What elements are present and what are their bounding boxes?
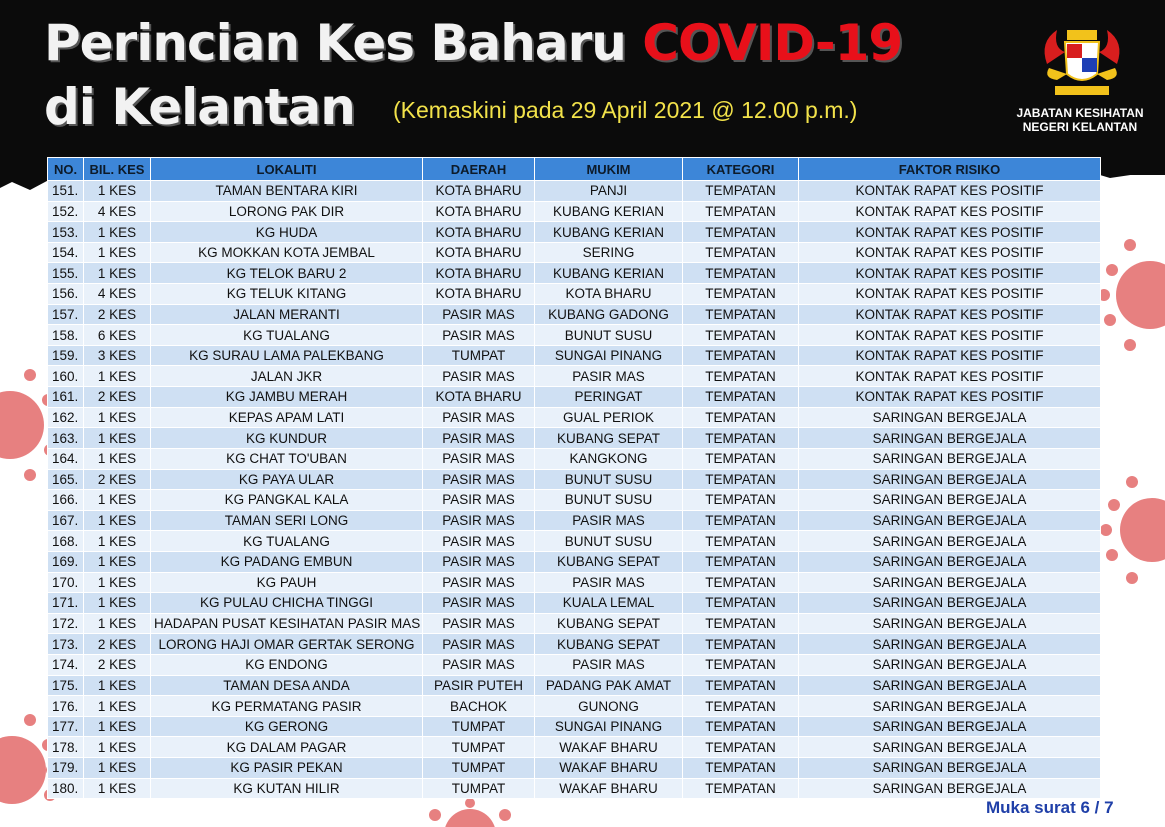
risk-factor-cell: KONTAK RAPAT KES POSITIF	[799, 284, 1101, 305]
locality-cell: LORONG PAK DIR	[151, 201, 423, 222]
locality-cell: KG GERONG	[151, 716, 423, 737]
case-count-cell: 4 KES	[84, 284, 151, 305]
mukim-cell: WAKAF BHARU	[535, 758, 683, 779]
mukim-cell: KUBANG SEPAT	[535, 551, 683, 572]
row-number-cell: 172.	[48, 613, 84, 634]
row-number-cell: 160.	[48, 366, 84, 387]
locality-cell: KG PAUH	[151, 572, 423, 593]
risk-factor-cell: SARINGAN BERGEJALA	[799, 613, 1101, 634]
page-number: Muka surat 6 / 7	[986, 798, 1114, 817]
district-cell: TUMPAT	[423, 345, 535, 366]
virus-icon	[415, 795, 525, 827]
page-title: Perincian Kes Baharu COVID-19	[44, 14, 903, 72]
category-cell: TEMPATAN	[683, 634, 799, 655]
table-row	[48, 634, 1101, 655]
table-row	[48, 737, 1101, 758]
row-number-cell: 179.	[48, 758, 84, 779]
risk-factor-cell: SARINGAN BERGEJALA	[799, 716, 1101, 737]
category-cell: TEMPATAN	[683, 222, 799, 243]
locality-cell: KG JAMBU MERAH	[151, 387, 423, 408]
case-count-cell: 1 KES	[84, 551, 151, 572]
case-count-cell: 2 KES	[84, 634, 151, 655]
risk-factor-cell: KONTAK RAPAT KES POSITIF	[799, 366, 1101, 387]
locality-cell: KG TUALANG	[151, 325, 423, 346]
district-cell: PASIR MAS	[423, 655, 535, 676]
category-cell: TEMPATAN	[683, 201, 799, 222]
district-cell: TUMPAT	[423, 716, 535, 737]
row-number-cell: 173.	[48, 634, 84, 655]
case-count-cell: 2 KES	[84, 304, 151, 325]
table-row	[48, 551, 1101, 572]
mukim-cell: GUAL PERIOK	[535, 407, 683, 428]
row-number-cell: 177.	[48, 716, 84, 737]
row-number-cell: 152.	[48, 201, 84, 222]
table-row	[48, 284, 1101, 305]
category-cell: TEMPATAN	[683, 407, 799, 428]
district-cell: TUMPAT	[423, 758, 535, 779]
case-count-cell: 1 KES	[84, 407, 151, 428]
district-cell: PASIR MAS	[423, 469, 535, 490]
column-header: KATEGORI	[683, 158, 799, 181]
table-row	[48, 201, 1101, 222]
district-cell: PASIR MAS	[423, 428, 535, 449]
table-row	[48, 593, 1101, 614]
case-count-cell: 4 KES	[84, 201, 151, 222]
mukim-cell: KOTA BHARU	[535, 284, 683, 305]
category-cell: TEMPATAN	[683, 490, 799, 511]
case-count-cell: 1 KES	[84, 531, 151, 552]
mukim-cell: BUNUT SUSU	[535, 325, 683, 346]
row-number-cell: 175.	[48, 675, 84, 696]
district-cell: TUMPAT	[423, 737, 535, 758]
locality-cell: KG PASIR PEKAN	[151, 758, 423, 779]
case-count-cell: 1 KES	[84, 572, 151, 593]
update-timestamp: (Kemaskini pada 29 April 2021 @ 12.00 p.m.)	[393, 97, 858, 123]
row-number-cell: 154.	[48, 242, 84, 263]
district-cell: KOTA BHARU	[423, 181, 535, 202]
risk-factor-cell: KONTAK RAPAT KES POSITIF	[799, 387, 1101, 408]
row-number-cell: 153.	[48, 222, 84, 243]
table-row	[48, 366, 1101, 387]
mukim-cell: KUBANG GADONG	[535, 304, 683, 325]
case-count-cell: 6 KES	[84, 325, 151, 346]
category-cell: TEMPATAN	[683, 655, 799, 676]
table-row	[48, 304, 1101, 325]
table-row	[48, 696, 1101, 717]
table-row	[48, 181, 1101, 202]
row-number-cell: 156.	[48, 284, 84, 305]
table-row	[48, 325, 1101, 346]
case-count-cell: 1 KES	[84, 758, 151, 779]
category-cell: TEMPATAN	[683, 345, 799, 366]
category-cell: TEMPATAN	[683, 387, 799, 408]
table-row	[48, 387, 1101, 408]
table-row	[48, 572, 1101, 593]
locality-cell: KG TUALANG	[151, 531, 423, 552]
row-number-cell: 155.	[48, 263, 84, 284]
table-row	[48, 716, 1101, 737]
category-cell: TEMPATAN	[683, 366, 799, 387]
table-row	[48, 407, 1101, 428]
locality-cell: HADAPAN PUSAT KESIHATAN PASIR MAS	[151, 613, 423, 634]
district-cell: PASIR MAS	[423, 510, 535, 531]
case-count-cell: 1 KES	[84, 778, 151, 799]
district-cell: PASIR MAS	[423, 490, 535, 511]
locality-cell: KG TELUK KITANG	[151, 284, 423, 305]
risk-factor-cell: SARINGAN BERGEJALA	[799, 531, 1101, 552]
row-number-cell: 168.	[48, 531, 84, 552]
risk-factor-cell: SARINGAN BERGEJALA	[799, 510, 1101, 531]
table-row	[48, 613, 1101, 634]
case-count-cell: 1 KES	[84, 490, 151, 511]
district-cell: PASIR MAS	[423, 613, 535, 634]
table-row	[48, 428, 1101, 449]
risk-factor-cell: SARINGAN BERGEJALA	[799, 428, 1101, 449]
category-cell: TEMPATAN	[683, 325, 799, 346]
locality-cell: TAMAN BENTARA KIRI	[151, 181, 423, 202]
title-highlight: COVID-19	[642, 14, 903, 72]
mukim-cell: BUNUT SUSU	[535, 490, 683, 511]
district-cell: KOTA BHARU	[423, 222, 535, 243]
case-count-cell: 1 KES	[84, 696, 151, 717]
row-number-cell: 159.	[48, 345, 84, 366]
mukim-cell: PANJI	[535, 181, 683, 202]
locality-cell: KG PULAU CHICHA TINGGI	[151, 593, 423, 614]
mukim-cell: PASIR MAS	[535, 572, 683, 593]
category-cell: TEMPATAN	[683, 613, 799, 634]
district-cell: PASIR MAS	[423, 551, 535, 572]
row-number-cell: 161.	[48, 387, 84, 408]
table-row	[48, 778, 1101, 799]
case-count-cell: 1 KES	[84, 366, 151, 387]
mukim-cell: KUBANG KERIAN	[535, 263, 683, 284]
column-header: BIL. KES	[84, 158, 151, 181]
risk-factor-cell: SARINGAN BERGEJALA	[799, 469, 1101, 490]
risk-factor-cell: KONTAK RAPAT KES POSITIF	[799, 201, 1101, 222]
category-cell: TEMPATAN	[683, 696, 799, 717]
locality-cell: KEPAS APAM LATI	[151, 407, 423, 428]
category-cell: TEMPATAN	[683, 242, 799, 263]
locality-cell: JALAN MERANTI	[151, 304, 423, 325]
table-row	[48, 448, 1101, 469]
virus-icon	[1090, 230, 1165, 360]
table-row	[48, 675, 1101, 696]
locality-cell: KG KUTAN HILIR	[151, 778, 423, 799]
case-count-cell: 1 KES	[84, 716, 151, 737]
risk-factor-cell: SARINGAN BERGEJALA	[799, 737, 1101, 758]
column-header: DAERAH	[423, 158, 535, 181]
case-count-cell: 2 KES	[84, 655, 151, 676]
risk-factor-cell: SARINGAN BERGEJALA	[799, 593, 1101, 614]
row-number-cell: 158.	[48, 325, 84, 346]
mukim-cell: PERINGAT	[535, 387, 683, 408]
mukim-cell: KUBANG SEPAT	[535, 634, 683, 655]
case-count-cell: 1 KES	[84, 181, 151, 202]
row-number-cell: 164.	[48, 448, 84, 469]
row-number-cell: 178.	[48, 737, 84, 758]
category-cell: TEMPATAN	[683, 304, 799, 325]
column-header: FAKTOR RISIKO	[799, 158, 1101, 181]
mukim-cell: BUNUT SUSU	[535, 469, 683, 490]
row-number-cell: 170.	[48, 572, 84, 593]
case-count-cell: 3 KES	[84, 345, 151, 366]
case-count-cell: 1 KES	[84, 510, 151, 531]
district-cell: PASIR MAS	[423, 572, 535, 593]
mukim-cell: PASIR MAS	[535, 655, 683, 676]
row-number-cell: 180.	[48, 778, 84, 799]
district-cell: PASIR MAS	[423, 448, 535, 469]
district-cell: PASIR MAS	[423, 593, 535, 614]
virus-icon	[1090, 470, 1165, 590]
category-cell: TEMPATAN	[683, 716, 799, 737]
row-number-cell: 169.	[48, 551, 84, 572]
case-count-cell: 1 KES	[84, 448, 151, 469]
mukim-cell: KUALA LEMAL	[535, 593, 683, 614]
category-cell: TEMPATAN	[683, 263, 799, 284]
locality-cell: TAMAN SERI LONG	[151, 510, 423, 531]
table-row	[48, 469, 1101, 490]
category-cell: TEMPATAN	[683, 510, 799, 531]
mukim-cell: WAKAF BHARU	[535, 737, 683, 758]
locality-cell: KG PAYA ULAR	[151, 469, 423, 490]
district-cell: PASIR MAS	[423, 531, 535, 552]
category-cell: TEMPATAN	[683, 469, 799, 490]
mukim-cell: KUBANG SEPAT	[535, 428, 683, 449]
district-cell: TUMPAT	[423, 778, 535, 799]
row-number-cell: 151.	[48, 181, 84, 202]
case-table	[47, 157, 1101, 799]
case-count-cell: 1 KES	[84, 242, 151, 263]
district-cell: PASIR MAS	[423, 366, 535, 387]
category-cell: TEMPATAN	[683, 428, 799, 449]
mukim-cell: KUBANG SEPAT	[535, 613, 683, 634]
category-cell: TEMPATAN	[683, 181, 799, 202]
category-cell: TEMPATAN	[683, 448, 799, 469]
case-count-cell: 2 KES	[84, 387, 151, 408]
mukim-cell: PASIR MAS	[535, 366, 683, 387]
table-row	[48, 263, 1101, 284]
risk-factor-cell: KONTAK RAPAT KES POSITIF	[799, 325, 1101, 346]
category-cell: TEMPATAN	[683, 758, 799, 779]
table-row	[48, 490, 1101, 511]
case-count-cell: 2 KES	[84, 469, 151, 490]
category-cell: TEMPATAN	[683, 531, 799, 552]
category-cell: TEMPATAN	[683, 551, 799, 572]
mukim-cell: KUBANG KERIAN	[535, 201, 683, 222]
risk-factor-cell: KONTAK RAPAT KES POSITIF	[799, 242, 1101, 263]
row-number-cell: 166.	[48, 490, 84, 511]
risk-factor-cell: SARINGAN BERGEJALA	[799, 551, 1101, 572]
category-cell: TEMPATAN	[683, 778, 799, 799]
row-number-cell: 162.	[48, 407, 84, 428]
department-name: JABATAN KESIHATAN NEGERI KELANTAN	[1016, 106, 1144, 134]
risk-factor-cell: SARINGAN BERGEJALA	[799, 407, 1101, 428]
district-cell: BACHOK	[423, 696, 535, 717]
table-row	[48, 758, 1101, 779]
case-count-cell: 1 KES	[84, 428, 151, 449]
locality-cell: KG ENDONG	[151, 655, 423, 676]
risk-factor-cell: KONTAK RAPAT KES POSITIF	[799, 181, 1101, 202]
district-cell: KOTA BHARU	[423, 387, 535, 408]
table-row	[48, 345, 1101, 366]
district-cell: PASIR MAS	[423, 634, 535, 655]
locality-cell: KG PERMATANG PASIR	[151, 696, 423, 717]
mukim-cell: KANGKONG	[535, 448, 683, 469]
mukim-cell: PASIR MAS	[535, 510, 683, 531]
category-cell: TEMPATAN	[683, 284, 799, 305]
page-title-line2: di Kelantan	[44, 78, 355, 136]
row-number-cell: 171.	[48, 593, 84, 614]
row-number-cell: 167.	[48, 510, 84, 531]
risk-factor-cell: SARINGAN BERGEJALA	[799, 572, 1101, 593]
risk-factor-cell: SARINGAN BERGEJALA	[799, 675, 1101, 696]
case-count-cell: 1 KES	[84, 593, 151, 614]
district-cell: PASIR PUTEH	[423, 675, 535, 696]
column-header: LOKALITI	[151, 158, 423, 181]
case-count-cell: 1 KES	[84, 613, 151, 634]
risk-factor-cell: SARINGAN BERGEJALA	[799, 490, 1101, 511]
column-header: MUKIM	[535, 158, 683, 181]
category-cell: TEMPATAN	[683, 593, 799, 614]
table-row	[48, 655, 1101, 676]
mukim-cell: PADANG PAK AMAT	[535, 675, 683, 696]
mukim-cell: SUNGAI PINANG	[535, 345, 683, 366]
district-cell: KOTA BHARU	[423, 284, 535, 305]
mukim-cell: SERING	[535, 242, 683, 263]
mukim-cell: WAKAF BHARU	[535, 778, 683, 799]
table-row	[48, 222, 1101, 243]
case-count-cell: 1 KES	[84, 222, 151, 243]
locality-cell: KG HUDA	[151, 222, 423, 243]
risk-factor-cell: KONTAK RAPAT KES POSITIF	[799, 263, 1101, 284]
mukim-cell: BUNUT SUSU	[535, 531, 683, 552]
locality-cell: JALAN JKR	[151, 366, 423, 387]
district-cell: KOTA BHARU	[423, 201, 535, 222]
locality-cell: KG KUNDUR	[151, 428, 423, 449]
risk-factor-cell: SARINGAN BERGEJALA	[799, 448, 1101, 469]
table-row	[48, 531, 1101, 552]
table-header-row	[48, 158, 1101, 181]
category-cell: TEMPATAN	[683, 675, 799, 696]
category-cell: TEMPATAN	[683, 737, 799, 758]
district-cell: KOTA BHARU	[423, 242, 535, 263]
district-cell: PASIR MAS	[423, 304, 535, 325]
category-cell: TEMPATAN	[683, 572, 799, 593]
locality-cell: KG PADANG EMBUN	[151, 551, 423, 572]
district-cell: PASIR MAS	[423, 325, 535, 346]
risk-factor-cell: SARINGAN BERGEJALA	[799, 758, 1101, 779]
row-number-cell: 174.	[48, 655, 84, 676]
risk-factor-cell: KONTAK RAPAT KES POSITIF	[799, 304, 1101, 325]
case-count-cell: 1 KES	[84, 263, 151, 284]
risk-factor-cell: SARINGAN BERGEJALA	[799, 696, 1101, 717]
table-row	[48, 242, 1101, 263]
row-number-cell: 176.	[48, 696, 84, 717]
risk-factor-cell: SARINGAN BERGEJALA	[799, 634, 1101, 655]
district-cell: PASIR MAS	[423, 407, 535, 428]
column-header: NO.	[48, 158, 84, 181]
district-cell: KOTA BHARU	[423, 263, 535, 284]
locality-cell: KG PANGKAL KALA	[151, 490, 423, 511]
case-count-cell: 1 KES	[84, 737, 151, 758]
table-row	[48, 510, 1101, 531]
row-number-cell: 165.	[48, 469, 84, 490]
locality-cell: KG MOKKAN KOTA JEMBAL	[151, 242, 423, 263]
locality-cell: TAMAN DESA ANDA	[151, 675, 423, 696]
mukim-cell: GUNONG	[535, 696, 683, 717]
locality-cell: KG CHAT TO'UBAN	[151, 448, 423, 469]
locality-cell: LORONG HAJI OMAR GERTAK SERONG	[151, 634, 423, 655]
risk-factor-cell: KONTAK RAPAT KES POSITIF	[799, 345, 1101, 366]
risk-factor-cell: SARINGAN BERGEJALA	[799, 655, 1101, 676]
locality-cell: KG TELOK BARU 2	[151, 263, 423, 284]
locality-cell: KG DALAM PAGAR	[151, 737, 423, 758]
risk-factor-cell: SARINGAN BERGEJALA	[799, 778, 1101, 799]
coat-of-arms-logo	[1027, 22, 1137, 102]
mukim-cell: SUNGAI PINANG	[535, 716, 683, 737]
mukim-cell: KUBANG KERIAN	[535, 222, 683, 243]
locality-cell: KG SURAU LAMA PALEKBANG	[151, 345, 423, 366]
case-count-cell: 1 KES	[84, 675, 151, 696]
row-number-cell: 157.	[48, 304, 84, 325]
row-number-cell: 163.	[48, 428, 84, 449]
risk-factor-cell: KONTAK RAPAT KES POSITIF	[799, 222, 1101, 243]
